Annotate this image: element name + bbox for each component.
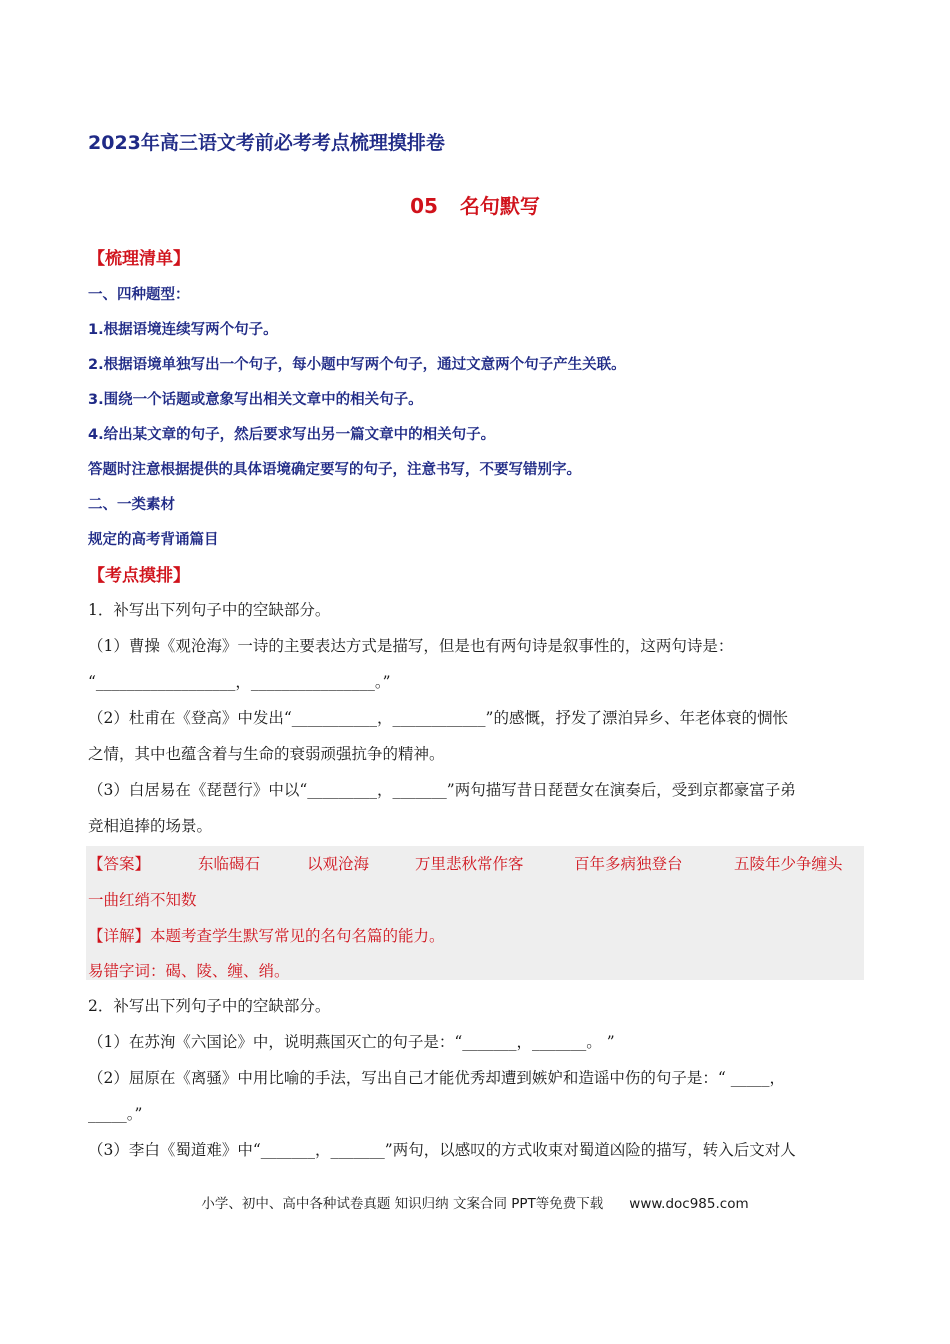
footer-text: 小学、初中、高中各种试卷真题 知识归纳 文案合同 PPT等免费下载 [201,1196,604,1212]
q1-sub2-line1: （2）杜甫在《登高》中发出“___________，____________”的感慨，抒发了漂泊异乡、年老体衰的惆怅 [88,709,788,727]
answer-line2: 一曲红绡不知数 [88,891,197,909]
answer-item-5: 五陵年少争缠头 [734,855,843,873]
exam-heading: 【考点摸排】 [88,566,190,586]
page-footer [0,1192,950,1212]
detail-text: 本题考查学生默写常见的名句名篇的能力。 [150,927,445,945]
section-name: 名句默写 [459,194,540,218]
answer-typo: 易错字词：碣、陵、缠、绡。 [88,962,290,980]
document-title: 2023年高三语文考前必考考点梳理摸排卷 [88,132,445,154]
answer-item-1: 东临碣石 [198,855,261,873]
material-text: 规定的高考背诵篇目 [88,532,219,548]
part2-heading: 二、一类素材 [88,497,175,513]
section-title [0,190,950,219]
section-number: 05 [410,194,438,218]
type-item-3: 3.围绕一个话题或意象写出相关文章中的相关句子。 [88,392,423,408]
list-heading: 【梳理清单】 [88,249,190,269]
answer-item-4: 百年多病独登台 [574,855,683,873]
q1-sub3-line1: （3）白居易在《琵琶行》中以“_________，_______”两句描写昔日琵琶女在演奏后，受到京都豪富子弟 [88,781,796,799]
q1-sub2-line2: 之情，其中也蕴含着与生命的衰弱顽强抗争的精神。 [88,745,445,763]
type-item-2: 2.根据语境单独写出一个句子，每小题中写两个句子，通过文意两个句子产生关联。 [88,357,626,373]
answer-tip: 答题时注意根据提供的具体语境确定要写的句子，注意书写，不要写错别字。 [88,462,581,478]
detail-label: 【详解】 [88,927,151,945]
type-item-1: 1.根据语境连续写两个句子。 [88,322,278,338]
q2-sub2-line2: _____。” [88,1105,143,1123]
part1-heading: 一、四种题型： [88,287,190,303]
q1-sub3-line2: 竞相追捧的场景。 [88,817,213,835]
type-item-4: 4.给出某文章的句子，然后要求写出另一篇文章中的相关句子。 [88,427,496,443]
q1-sub1-line1: （1）曹操《观沧海》一诗的主要表达方式是描写，但是也有两句诗是叙事性的，这两句诗是： [88,637,734,655]
q2-stem: 2．补写出下列句子中的空缺部分。 [88,997,331,1015]
answer-label: 【答案】 [88,855,151,873]
answer-row [88,852,864,874]
answer-item-3: 万里悲秋常作客 [415,855,524,873]
answer-item-2: 以观沧海 [307,855,370,873]
footer-url[interactable]: www.doc985.com [629,1196,749,1212]
answer-box [86,846,864,980]
q2-sub3-line1: （3）李白《蜀道难》中“_______，_______”两句，以感叹的方式收束对蜀道凶险的描写，转入后文对人 [88,1141,796,1159]
q2-sub1: （1）在苏洵《六国论》中，说明燕国灭亡的句子是：“_______，_______。 ” [88,1033,615,1051]
answer-detail [88,924,445,946]
q1-sub1-line2: “__________________，________________。” [88,673,391,691]
q2-sub2-line1: （2）屈原在《离骚》中用比喻的手法，写出自己才能优秀却遭到嫉妒和造谣中伤的句子是：“ _____， [88,1069,785,1087]
q1-stem: 1．补写出下列句子中的空缺部分。 [88,601,331,619]
